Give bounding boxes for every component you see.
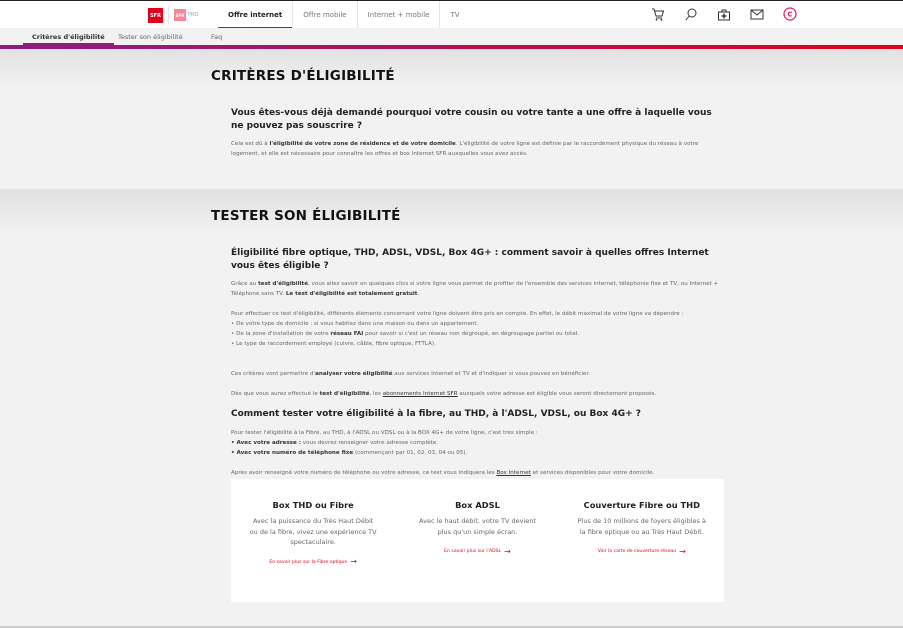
nav-offre-internet[interactable]: Offre internet [218, 1, 293, 29]
sfr-pro-logo[interactable] [174, 9, 198, 21]
tester-paragraph-6: Après avoir renseigné votre numéro de téléphone ou votre adresse, ce test vous indiquera les Box Internet et services disponibles pour votre domicile. [231, 470, 655, 476]
nav-tv[interactable]: TV [450, 11, 460, 19]
sfr-logo[interactable]: SFR [148, 8, 163, 23]
account-icon[interactable] [782, 6, 798, 22]
tester-paragraph-4: Dès que vous aurez effectué le test d'éligibilité, les abonnements Internet SFR auxquels votre adresse est éligible vous seront directement proposés. [231, 391, 657, 397]
section-title-criteres: CRITÈRES D'ÉLIGIBILITÉ [211, 68, 395, 84]
card-link-adsl[interactable]: En savoir plus sur l'ADSL → [444, 546, 511, 556]
tester-paragraph-2: Pour effectuer ce test d'éligibilité, différents éléments concernant votre ligne doivent être pris en compte. En effet, le débit maximal de votre ligne va dépendre : • De votre type de domicile : si vous habitez dans une maison ou dans un appartement. • De la zone d'installation de votre réseau FAI pour savoir si c'est un réseau non dégroupé, en dégroupage partiel ou total. • Le type de raccordement employé (cuivre, câble, fibre optique, FTTLA). [231, 311, 684, 347]
main-nav [218, 1, 470, 29]
box-internet-link[interactable]: Box Internet [496, 470, 531, 476]
card-title: Couverture Fibre ou THD [583, 500, 700, 510]
arrow-right-icon: → [504, 546, 511, 556]
svg-text:C: C [787, 10, 793, 19]
store-icon[interactable] [716, 6, 732, 22]
section-title-tester: TESTER SON ÉLIGIBILITÉ [211, 208, 401, 224]
criteres-paragraph: Cela est dû à l'éligibilité de votre zone de résidence et de votre domicile. L'éligibilité de votre ligne est définie par le raccordement physique du réseau à votre logement, et elle est nécessaire pour connaître les offres et box Internet SFR auxquelles vous avez accès. [231, 141, 699, 157]
mail-icon[interactable] [749, 6, 765, 22]
subnav-criteres[interactable]: Critères d'éligibilité [32, 28, 105, 45]
sfr-pro-label: PRO [188, 12, 199, 18]
arrow-right-icon: → [679, 546, 686, 556]
criteres-question: Vous êtes-vous déjà demandé pourquoi votre cousin ou votre tante a une offre à laquelle vous ne pouvez pas souscrire ? [231, 108, 712, 131]
subnav-tester[interactable]: Tester son éligibilité [118, 32, 183, 41]
top-header [0, 0, 903, 28]
card-title: Box ADSL [455, 500, 500, 510]
card-title: Box THD ou Fibre [272, 500, 354, 510]
tester-question: Éligibilité fibre optique, THD, ADSL, VDSL, Box 4G+ : comment savoir à quelles offres Internet vous êtes éligible ? [231, 248, 709, 271]
tester-paragraph-3: Ces critères vont permettre d'analyser votre éligibilité aux services Internet et TV et d'indiquer si vous pouvez en bénéficier. [231, 371, 590, 377]
arrow-right-icon: → [350, 557, 357, 566]
nav-internet-mobile[interactable]: Internet + mobile [358, 1, 441, 29]
card-box-adsl [395, 479, 559, 602]
tester-paragraph-5: Pour tester l'éligibilité à la Fibre, au THD, à l'ADSL ou VDSL ou à la BOX 4G+ de votre ligne, c'est très simple : • Avec votre adresse : vous devrez renseigner votre adresse complète. • Avec votre numéro de téléphone fixe (commençant par 01, 02, 03, 04 ou 05). [231, 430, 538, 456]
card-link-fibre[interactable]: En savoir plus sur la Fibre optique → [269, 557, 357, 566]
card-link-couverture[interactable]: Voir la carte de couverture réseau → [597, 546, 686, 556]
cart-icon[interactable] [650, 6, 666, 22]
card-box-thd-fibre [231, 479, 395, 602]
sub-nav [0, 28, 903, 45]
card-description: Plus de 10 millions de foyers éligibles à la fibre optique ou au Très Haut Débit. [577, 517, 706, 536]
header-icons [650, 6, 798, 22]
card-description: Avec la puissance du Très Haut Débit ou de la fibre, vivez une expérience TV spectaculaire. [249, 517, 377, 546]
sfr-pro-mini-logo: SFR [174, 9, 186, 21]
subnav-faq[interactable]: Faq [211, 32, 223, 41]
abonnements-link[interactable]: abonnements Internet SFR [382, 391, 458, 397]
logo-divider [168, 6, 169, 24]
tester-question-2: Comment tester votre éligibilité à la fibre, au THD, à l'ADSL, VDSL, ou Box 4G+ ? [231, 409, 642, 419]
card-couverture [560, 479, 724, 602]
search-icon[interactable] [683, 6, 699, 22]
offer-cards [231, 479, 724, 602]
nav-offre-mobile[interactable]: Offre mobile [293, 1, 357, 29]
tester-paragraph-1: Grâce au test d'éligibilité, vous allez savoir en quelques clics si votre ligne vous permet de profiter de l'ensemble des services internet, téléphonie fixe et TV, ou Internet + Téléphone sans TV. Le test d'éligibilité est totalement gratuit. [231, 281, 719, 297]
card-description: Avec le haut débit, votre TV devient plus qu'un simple écran. [419, 517, 536, 536]
